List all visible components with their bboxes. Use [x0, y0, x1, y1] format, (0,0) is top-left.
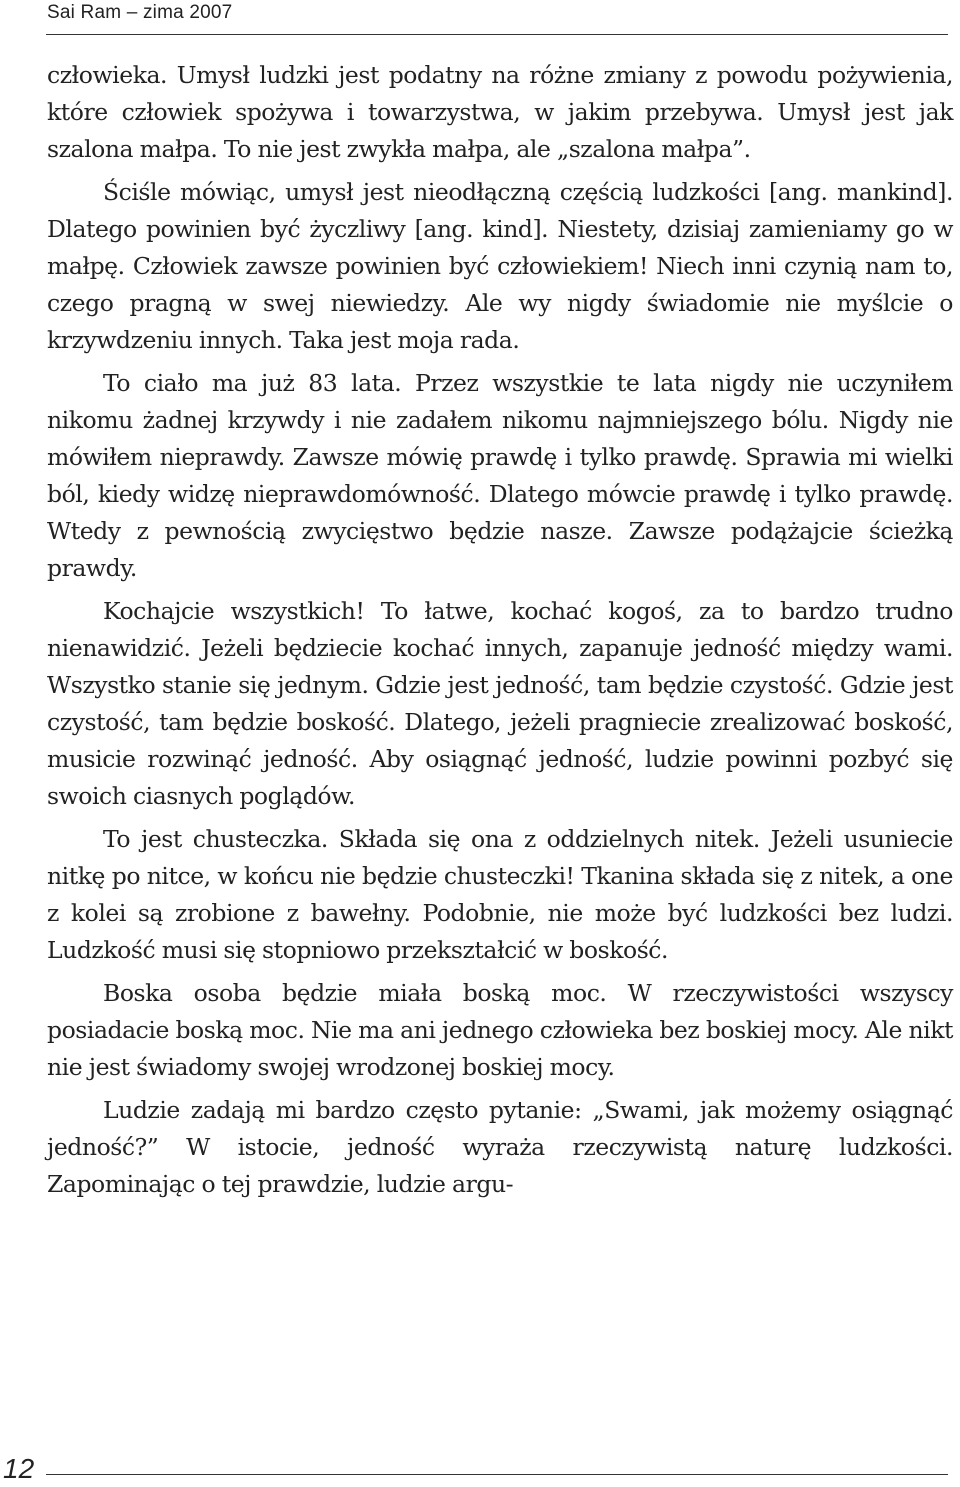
- paragraph: Ściśle mówiąc, umysł jest nieodłączną częścią ludzkości [ang. mankind]. Dlatego powinien być życzliwy [ang. kind]. Niestety, dzisiaj zamieniamy go w małpę. Człowiek zawsze powinien być człowiekiem! Niech inni czynią nam to, czego pragną w swej niewiedzy. Ale wy nigdy świadomie nie myślcie o krzywdzeniu innych. Taka jest moja rada.: [47, 178, 953, 354]
- page-number: 12: [3, 1453, 35, 1484]
- paragraph: człowieka. Umysł ludzki jest podatny na różne zmiany z powodu pożywienia, które człowiek spożywa i towarzystwa, w jakim przebywa. Umysł jest jak szalona małpa. To nie jest zwykła małpa, ale „szalona małpa”.: [47, 61, 953, 163]
- footer-rule: [46, 1474, 948, 1475]
- paragraph: Ludzie zadają mi bardzo często pytanie: „Swami, jak możemy osiągnąć jedność?” W istocie, jedność wyraża rzeczywistą naturę ludzkości. Zapominając o tej prawdzie, ludzie argu-: [47, 1096, 953, 1198]
- header-rule: [46, 34, 948, 35]
- running-header: Sai Ram – zima 2007: [47, 2, 233, 23]
- body-text: [47, 57, 953, 1209]
- paragraph: Boska osoba będzie miała boską moc. W rzeczywistości wszyscy posiadacie boską moc. Nie ma ani jednego człowieka bez boskiej mocy. Ale nikt nie jest świadomy swojej wrodzonej boskiej mocy.: [47, 979, 953, 1081]
- paragraph: To ciało ma już 83 lata. Przez wszystkie te lata nigdy nie uczyniłem nikomu żadnej krzywdy i nie zadałem nikomu najmniejszego bólu. Nigdy nie mówiłem nieprawdy. Zawsze mówię prawdę i tylko prawdę. Sprawia mi wielki ból, kiedy widzę nieprawdomówność. Dlatego mówcie prawdę i tylko prawdę. Wtedy z pewnością zwycięstwo będzie nasze. Zawsze podążajcie ścieżką prawdy.: [47, 369, 953, 582]
- paragraph: To jest chusteczka. Składa się ona z oddzielnych nitek. Jeżeli usuniecie nitkę po nitce, w końcu nie będzie chusteczki! Tkanina składa się z nitek, a one z kolei są zrobione z bawełny. Podobnie, nie może być ludzkości bez ludzi. Ludzkość musi się stopniowo przekształcić w boskość.: [47, 825, 953, 964]
- paragraph: Kochajcie wszystkich! To łatwe, kochać kogoś, za to bardzo trudno nienawidzić. Jeżeli będziecie kochać innych, zapanuje jedność między wami. Wszystko stanie się jednym. Gdzie jest jedność, tam będzie czystość. Gdzie jest czystość, tam będzie boskość. Dlatego, jeżeli pragniecie zrealizować boskość, musicie rozwinąć jedność. Aby osiągnąć jedność, ludzie powinni pozbyć się swoich ciasnych poglądów.: [47, 597, 953, 810]
